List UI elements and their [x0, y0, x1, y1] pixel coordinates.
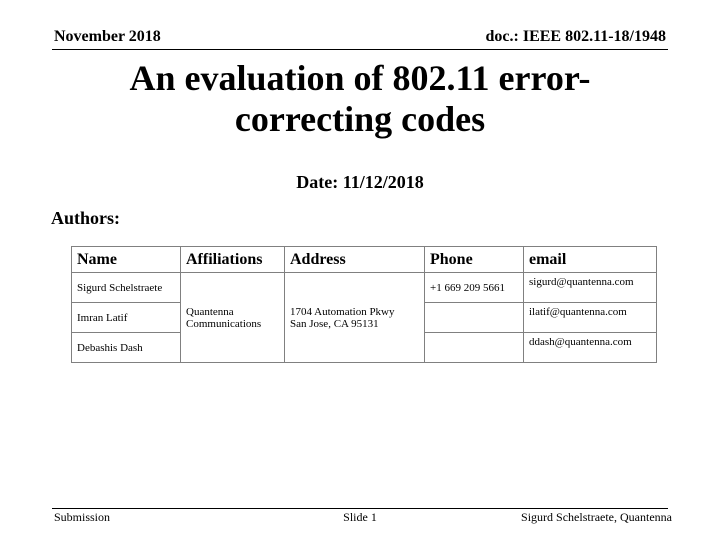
affiliation-line: Quantenna	[186, 305, 234, 318]
footer-divider	[52, 508, 668, 509]
author-affiliation	[181, 273, 285, 363]
author-phone: +1 669 209 5661	[425, 273, 524, 303]
authors-heading: Authors:	[51, 208, 121, 228]
footer-slide-number: Slide 1	[343, 510, 377, 524]
author-phone	[425, 333, 524, 363]
table-row	[72, 273, 657, 303]
col-header-affiliations: Affiliations	[181, 247, 285, 273]
slide-title: An evaluation of 802.11 error-correcting codes	[129, 58, 591, 139]
col-header-email: email	[524, 247, 657, 273]
col-header-address: Address	[285, 247, 425, 273]
col-header-phone: Phone	[425, 247, 524, 273]
header-divider	[52, 49, 668, 50]
author-name: Imran Latif	[72, 303, 181, 333]
footer-submission: Submission	[54, 510, 111, 524]
slide-date: Date: 11/12/2018	[296, 172, 424, 192]
author-email: ddash@quantenna.com	[524, 333, 657, 363]
author-name: Debashis Dash	[72, 333, 181, 363]
col-header-name: Name	[72, 247, 181, 273]
address-line: San Jose, CA 95131	[290, 317, 379, 330]
table-header-row	[72, 247, 657, 273]
author-phone	[425, 303, 524, 333]
author-name: Sigurd Schelstraete	[72, 273, 181, 303]
author-address	[285, 273, 425, 363]
affiliation-line: Communications	[186, 317, 262, 330]
footer-author: Sigurd Schelstraete, Quantenna	[521, 510, 672, 524]
author-email: ilatif@quantenna.com	[524, 303, 657, 333]
header-doc-number: doc.: IEEE 802.11-18/1948	[485, 28, 666, 45]
header-date: November 2018	[54, 28, 161, 45]
author-email: sigurd@quantenna.com	[524, 273, 657, 303]
address-line: 1704 Automation Pkwy	[290, 305, 395, 318]
authors-table	[71, 246, 657, 363]
